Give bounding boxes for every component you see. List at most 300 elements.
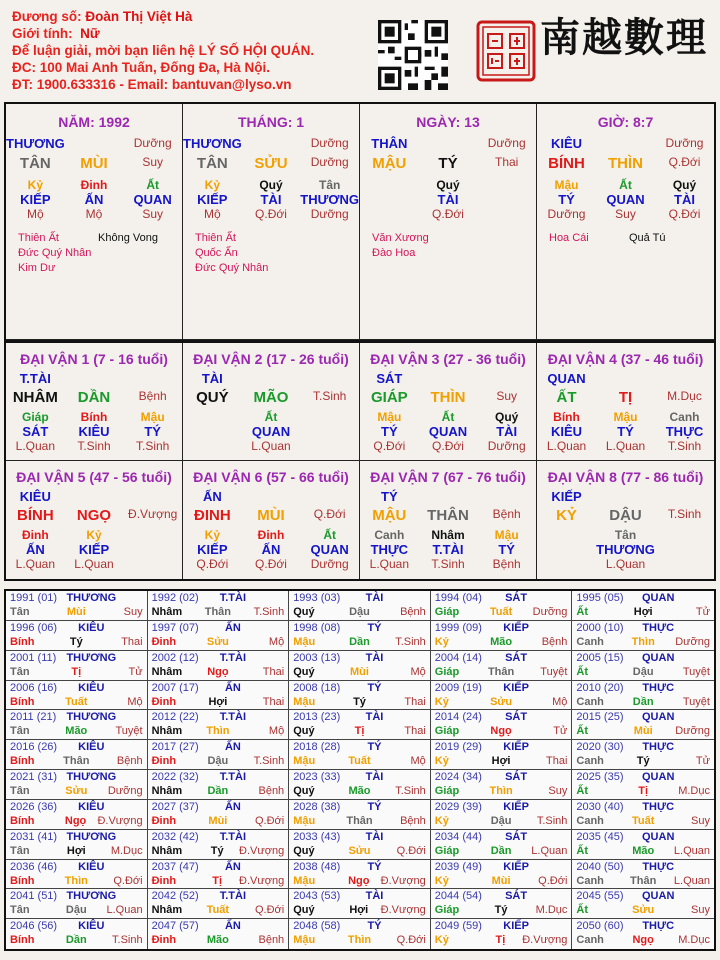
annual-phase: Q.Đới [396,844,426,857]
pillar-cell [537,104,714,340]
annual-body [576,785,710,797]
brand-logo: 南越數理 [540,14,708,61]
annual-god: TÀI [365,771,384,783]
annual-cell [6,889,148,919]
pillar-hidden-god-item: KIẾP [197,192,228,207]
pillar-branch: TÝ [438,155,458,172]
annual-stem: Tân [10,725,30,738]
dai-van-stem: GIÁP [370,389,408,406]
annual-stem: Canh [576,695,604,708]
dai-van-hidden-stem-item [123,528,182,542]
annual-god: KIÊU [78,741,105,754]
annual-god: TÝ [367,920,382,933]
annual-god: THƯƠNG [66,890,117,903]
shen-sha-name: Kim Dư [18,262,56,274]
dai-van-hidden-state-item: T.Sinh [77,439,111,453]
pillar-hidden-state-item: Mộ [85,207,103,221]
annual-cell [148,591,290,621]
annual-phase: Mộ [268,725,285,738]
annual-phase: Tử [553,725,568,738]
annual-branch: Tuất [65,695,88,708]
dai-van-spacer [655,371,714,386]
annual-year: 2024 (34) [434,771,482,783]
pillar-hidden-god-item: THƯƠNG [300,192,359,207]
contact-line: Để luận giải, mời bạn liên hệ LÝ SỐ HỘI QUÁN. [12,43,315,58]
pillar-hidden-state-item: Q.Đới [255,207,287,221]
annual-phase: Tuyệt [682,665,710,678]
dai-van-hidden-god-item: QUAN [428,424,468,439]
annual-body [435,845,568,857]
annual-god: KIẾP [503,741,529,754]
annual-body [152,845,285,857]
dai-van-phase: Bệnh [492,507,521,521]
annual-branch: Mão [206,934,229,947]
annual-cell [148,740,290,770]
annual-year: 2005 (15) [576,651,624,664]
dai-van-spacer [65,489,124,504]
annual-god: KIÊU [78,860,105,873]
dai-van-hidden-state [183,439,359,453]
dai-van-hidden-god [183,424,359,439]
seal-stamp-icon [476,20,536,82]
annual-cell [572,681,714,711]
annual-body [293,785,426,797]
dai-van-title: ĐẠI VẬN 7 (67 - 76 tuổi) [370,469,526,485]
annual-cell [6,800,148,830]
annual-stem: Nhâm [151,785,183,797]
annual-year: 2045 (55) [576,890,624,903]
annual-year: 2048 (58) [293,920,341,933]
annual-phase: Thai [404,725,426,738]
annual-year: 2029 (39) [434,800,482,813]
pillar-branch: SỬU [254,155,288,172]
dai-van-branch: TỊ [618,389,633,406]
gender-label: Giới tính: [12,26,73,41]
dai-van-stem-row [183,389,359,406]
annual-cell [6,860,148,890]
annual-branch: Sửu [65,785,88,797]
shen-sha-name: Quả Tú [629,232,666,244]
dai-van-god-row [537,371,714,386]
annual-stem: Mậu [293,755,316,768]
annual-body [152,636,285,648]
dai-van-branch: NGỌ [76,507,112,524]
dai-van-god: ẤN [202,489,222,504]
annual-year: 2001 (11) [10,651,57,664]
annual-branch: Thân [487,665,515,678]
dai-van-hidden-stem-item: Đinh [21,528,49,542]
dai-van-cell [360,461,537,579]
pillar-god-row [183,136,359,151]
dai-van-stem-row [6,507,182,524]
pillar-title: NĂM: 1992 [58,114,130,130]
dai-van-spacer [596,371,655,386]
annual-cell [572,621,714,651]
annual-god: TÀI [365,651,384,664]
annual-cell [6,621,148,651]
annual-cell [148,651,290,681]
dai-van-cell [183,461,360,579]
annual-god: THỰC [642,621,675,634]
annual-cell [431,591,573,621]
annual-stem: Kỷ [434,695,449,708]
annual-year: 2016 (26) [10,741,58,754]
dai-van-spacer [242,371,301,386]
shen-sha-list [183,231,359,276]
dai-van-phase: Bệnh [138,389,167,403]
annual-body [576,636,710,648]
annual-cell [289,651,431,681]
dai-van-hidden-state-item [300,439,359,453]
pillar-stem-row [360,155,536,172]
annual-cell [148,830,290,860]
pillar-phase: Thai [494,155,519,169]
annual-body [293,606,426,618]
pillar-hidden-god-item [477,192,536,207]
annual-branch: Tý [636,755,650,768]
shen-sha-row [372,246,536,261]
dai-van-phase: Suy [496,389,517,403]
annual-branch: Tuất [631,814,655,827]
dai-van-spacer [123,371,182,386]
annual-stem: Giáp [434,725,460,738]
annual-god: TÀI [365,711,384,724]
qr-code-icon [378,20,448,90]
annual-branch: Dậu [632,665,654,678]
annual-stem: Đinh [151,814,177,827]
annual-year: 2025 (35) [576,771,624,783]
annual-body [576,845,710,857]
dai-van-hidden-stem [183,410,359,424]
pillar-hidden-state-item: Q.Đới [432,207,464,221]
annual-year: 2022 (32) [151,771,199,783]
annual-year: 2021 (31) [10,771,58,783]
annual-god: KIẾP [503,681,529,694]
annual-phase: Thai [262,695,285,708]
dai-van-hidden-state [6,557,182,571]
annual-cell [6,710,148,740]
pillar-god-row [360,136,536,151]
pillar-hidden-stem [183,178,359,192]
dai-van-hidden-state-item: Q.Đới [373,439,406,453]
annual-body [293,666,426,678]
pillar-god: THƯƠNG [183,136,242,151]
pillar-god: THÂN [371,136,408,151]
dai-van-branch: MÙI [257,507,285,524]
annual-stem: Quý [293,606,315,618]
annual-body [10,636,143,648]
pillar-hidden-state-item [360,207,419,221]
shen-sha-list [6,231,182,276]
shen-sha-row [372,231,536,246]
dai-van-branch: DẬU [609,507,642,524]
pillar-hidden-state-item [477,207,536,221]
annual-year: 2026 (36) [10,800,58,813]
dai-van-hidden-stem-item: Ất [264,410,278,424]
annual-god: TÀI [365,830,384,843]
annual-year: 2031 (41) [10,830,58,843]
pillar-hidden-state [6,207,182,221]
annual-phase: Suy [691,814,710,827]
dai-van-hidden-state [537,557,714,571]
annual-stem: Mậu [293,874,316,887]
annual-branch: Tị [495,934,506,947]
annual-cell [289,621,431,651]
annual-phase: Thai [404,695,426,708]
annual-cell [289,889,431,919]
dai-van-hidden-state-item: L.Quan [251,439,291,453]
dai-van-hidden-god [183,542,359,557]
dai-van-phase: T.Sinh [312,389,347,403]
annual-year: 1998 (08) [293,621,341,634]
annual-branch: Mùi [66,606,86,618]
shen-sha-name: Hoa Cái [549,232,589,244]
dai-van-title: ĐẠI VẬN 1 (7 - 16 tuổi) [20,351,168,367]
annual-phase: Mộ [552,695,568,708]
annual-branch: Dậu [490,814,512,827]
annual-stem: Đinh [151,934,177,947]
dai-van-hidden-god [6,542,182,557]
annual-cell [6,830,148,860]
dai-van-branch: DẦN [77,389,111,406]
annual-phase: Tuyệt [540,665,568,678]
annual-god: THỰC [642,920,675,933]
dai-van-hidden-god-item: THƯƠNG [596,542,655,557]
annual-year: 1992 (02) [151,592,199,604]
dai-van-hidden-state-item: T.Sinh [431,557,465,571]
annual-phase: Tử [695,606,710,618]
annual-branch: Thìn [64,874,88,887]
annual-phase: Bệnh [400,606,426,618]
annual-branch: Tý [69,635,83,648]
annual-cell [431,830,573,860]
annual-year: 1993 (03) [293,592,341,604]
shen-sha-row [18,246,182,261]
annual-body [152,755,285,767]
annual-branch: Tị [638,785,649,797]
pillar-hidden-state-item: Suy [615,207,636,221]
annual-god: SÁT [505,711,528,724]
annual-branch: Tuất [489,606,513,618]
dai-van-hidden-stem-item: Giáp [21,410,49,424]
shen-sha-name: Thiên Ất [18,232,59,244]
annual-cell [431,681,573,711]
annual-god: T.TÀI [219,830,247,843]
name-label: Đương số: [12,9,82,24]
shen-sha-name: Không Vong [98,232,158,244]
annual-phase: Tử [128,665,143,678]
annual-phase: Dưỡng [675,725,710,738]
pillar-phase: Suy [142,155,163,169]
annual-stem: Bính [10,755,35,768]
annual-god: ẤN [224,800,241,813]
annual-body [576,666,710,678]
pillar-god: THƯƠNG [6,136,65,151]
dai-van-cell [6,461,183,579]
annual-god: SÁT [505,890,528,903]
annual-stem: Tân [10,785,30,797]
annual-branch: Thìn [631,635,655,648]
pillar-god-row [6,136,182,151]
annual-god: KIẾP [503,860,529,873]
annual-god: T.TÀI [219,651,247,664]
annual-branch: Hợi [633,606,653,618]
annual-body [293,904,426,916]
dai-van-hidden-stem-item: Nhâm [431,528,465,542]
annual-cell [289,740,431,770]
annual-branch: Sửu [632,904,655,917]
dai-van-hidden-state-item: T.Sinh [135,439,170,453]
annual-year: 2019 (29) [434,741,482,754]
annual-body [10,696,143,708]
annual-cell [6,591,148,621]
annual-cell [431,919,573,949]
annual-stem: Quý [293,665,315,678]
annual-god: SÁT [505,592,528,604]
annual-cell [572,889,714,919]
dai-van-hidden-stem-item [537,528,596,542]
annual-god: T.TÀI [219,890,247,903]
dai-van-hidden-god [360,424,536,439]
dai-van-branch: MÃO [253,389,289,406]
annual-cell [431,740,573,770]
dai-van-hidden-state-item [123,557,182,571]
annual-god: TÀI [365,592,384,604]
annual-body [10,666,143,678]
annual-branch: Thìn [489,785,513,797]
annual-branch: Mão [348,785,371,797]
annual-branch: Mão [490,635,513,648]
dai-van-hidden-god-item: TÝ [381,424,398,439]
shen-sha-row [195,246,359,261]
annual-body [576,934,710,946]
dai-van-hidden-god-item: T.TÀI [432,542,464,557]
shen-sha-list [360,231,536,261]
annual-phase: Thai [121,635,143,648]
annual-year: 2033 (43) [293,830,341,843]
annual-body [435,666,568,678]
pillar-stem-row [6,155,182,172]
pillar-spacer [419,136,478,151]
pillar-hidden-state [360,207,536,221]
annual-year: 2008 (18) [293,681,341,694]
dai-van-stem-row [537,389,714,406]
annual-cell [148,800,290,830]
pillar-stem: TÂN [196,155,228,172]
annual-branch: Mão [632,844,655,857]
annual-cell [148,681,290,711]
pillar-stem-row [183,155,359,172]
annual-year: 2041 (51) [10,890,58,903]
dai-van-spacer [477,489,536,504]
annual-phase: M.Dục [678,934,710,947]
annual-phase: L.Quan [673,874,710,887]
pillar-hidden-state-item: Dưỡng [547,207,586,221]
annual-god: THƯƠNG [66,711,117,724]
dai-van-hidden-stem [6,410,182,424]
annual-stem: Bính [10,874,35,887]
dai-van-stem: MẬU [372,507,407,524]
annual-cell [431,770,573,800]
pillar-hidden-state-item: Mộ [26,207,44,221]
annual-god: KIẾP [503,920,529,933]
dai-van-god-row [537,489,714,504]
annual-body [435,636,568,648]
annual-god: SÁT [505,771,528,783]
annual-year: 2050 (60) [576,920,624,933]
dai-van-hidden-stem-item: Canh [374,528,405,542]
annual-branch: Thân [346,814,373,827]
annual-cell [148,710,290,740]
dai-van-stem: ĐINH [193,507,231,524]
annual-year: 2007 (17) [151,681,199,694]
annual-year: 1999 (09) [434,621,482,634]
annual-branch: Dậu [207,755,229,768]
gender-value: Nữ [80,26,100,41]
annual-body [435,875,568,887]
annual-body [293,934,426,946]
pillar-hidden-god-item: QUAN [133,192,172,207]
dai-van-hidden-state [6,439,182,453]
annual-cell [572,830,714,860]
dai-van-hidden-stem [183,528,359,542]
annual-year: 2039 (49) [434,860,482,873]
annual-year: 2003 (13) [293,651,341,664]
dai-van-hidden-state [360,439,536,453]
dai-van-cell [537,343,714,461]
annual-year: 1996 (06) [10,621,58,634]
annual-year: 2018 (28) [293,741,341,754]
shen-sha-row [549,231,714,246]
annual-cell [148,889,290,919]
dai-van-cell [360,343,537,461]
pillar-state: Dưỡng [665,136,704,150]
annual-body [435,815,568,827]
annual-year: 2047 (57) [151,920,199,933]
annual-phase: Bệnh [541,635,568,648]
annual-cell [431,860,573,890]
annual-stem: Bính [10,814,35,827]
dai-van-spacer [477,371,536,386]
shen-sha-row [18,231,182,246]
annual-body [435,785,568,797]
annual-stem: Tân [10,904,30,917]
annual-god: T.TÀI [219,771,247,783]
annual-body [435,755,568,767]
annual-year: 2011 (21) [10,711,57,724]
annual-year: 1994 (04) [434,592,482,604]
annual-stem: Canh [576,874,604,887]
dai-van-hidden-god-item: TÝ [617,424,634,439]
annual-phase: Tử [695,755,710,768]
dai-van-hidden-god-item [183,424,242,439]
annual-cell [289,800,431,830]
annual-stem: Canh [576,814,604,827]
annual-body [293,696,426,708]
annual-phase: Mộ [127,695,143,708]
pillar-hidden-stem-item [477,178,536,192]
annual-stem: Ất [576,844,588,857]
annual-phase: M.Dục [110,844,143,857]
annual-stem: Ất [576,785,588,797]
dai-van-phase: T.Sinh [667,507,702,521]
pillar-cell [6,104,183,340]
annual-branch: Dậu [349,606,370,618]
annual-stem: Mậu [293,695,316,708]
dai-van-hidden-state [537,439,714,453]
annual-year: 2010 (20) [576,681,624,694]
dai-van-branch: THÌN [430,389,466,406]
